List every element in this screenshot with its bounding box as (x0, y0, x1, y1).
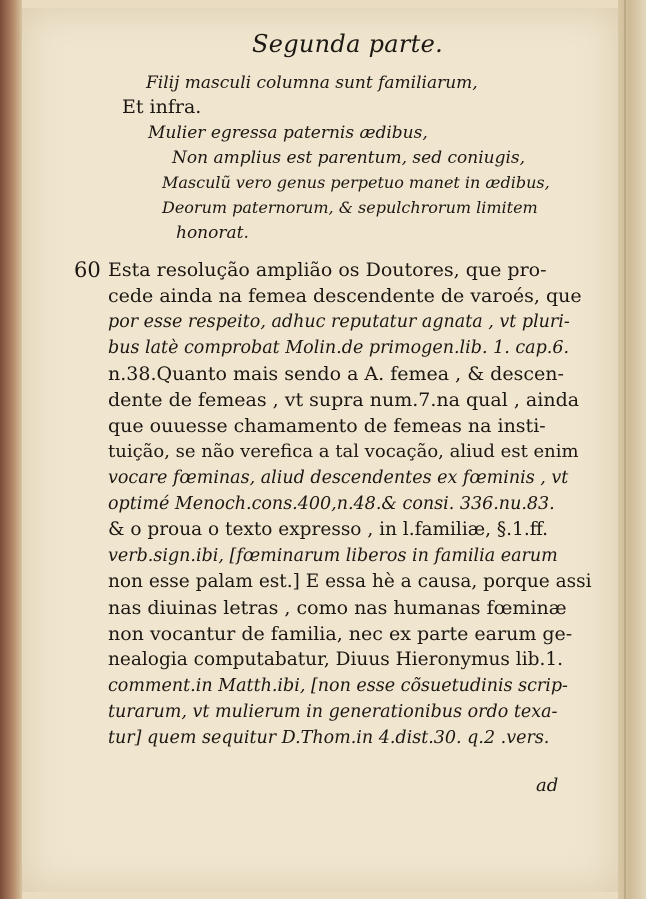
body-line: vocare fœminas, aliud descendentes ex fœminis , vt (108, 468, 569, 488)
body-line: turarum, vt mulierum in generationibus ordo texa- (108, 702, 558, 722)
body-line: que ouuesse chamamento de femeas na insti- (108, 415, 546, 437)
body-line: non esse palam est.] E essa hè a causa, porque assi (108, 571, 592, 592)
catchword: ad (536, 775, 559, 796)
body-line: nealogia computabatur, Diuus Hieronymus lib.1. (108, 649, 564, 670)
body-line: n.38.Quanto mais sendo a A. femea , & descen- (108, 363, 564, 385)
body-line: optimé Menoch.cons.400,n.48.& consi. 336.nu.83. (108, 494, 555, 514)
body-line: nas diuinas letras , como nas humanas fœminæ (108, 597, 567, 619)
running-head: Segunda parte. (252, 30, 444, 58)
body-line: non vocantur de familia, nec ex parte earum ge- (108, 623, 573, 645)
body-line: tuição, se não verefica a tal vocação, aliud est enim (108, 441, 579, 462)
verse-line: Et infra. (122, 96, 202, 118)
page-edge-shade (624, 0, 626, 899)
verse-line: Filij masculi columna sunt familiarum, (146, 73, 478, 93)
verse-line: Masculũ vero genus perpetuo manet in ædibus, (162, 173, 550, 192)
body-line: cede ainda na femea descendente de varoés, que (108, 285, 582, 307)
body-line: & o proua o texto expresso , in l.familiæ, §.1.ff. (108, 519, 549, 540)
body-line: tur] quem sequitur D.Thom.in 4.dist.30. q.2 .vers. (108, 728, 550, 748)
body-line: comment.in Matth.ibi, [non esse cõsuetudinis scrip- (108, 676, 568, 696)
body-line: dente de femeas , vt supra num.7.na qual , ainda (108, 389, 580, 411)
verse-line: Deorum paternorum, & sepulchrorum limitem (162, 198, 538, 217)
book-binding (0, 0, 22, 899)
next-page-edge (618, 0, 646, 899)
body-line: bus latè comprobat Molin.de primogen.lib. 1. cap.6. (108, 338, 570, 358)
verse-line: honorat. (176, 223, 249, 243)
body-line: verb.sign.ibi, [fœminarum liberos in familia earum (108, 546, 558, 566)
body-line: Esta resolução amplião os Doutores, que pro- (108, 259, 547, 281)
body-line: por esse respeito, adhuc reputatur agnata , vt pluri- (108, 312, 570, 332)
verse-line: Mulier egressa paternis ædibus, (148, 123, 428, 143)
paragraph-number: 60 (74, 258, 101, 282)
verse-line: Non amplius est parentum, sed coniugis, (172, 148, 526, 168)
